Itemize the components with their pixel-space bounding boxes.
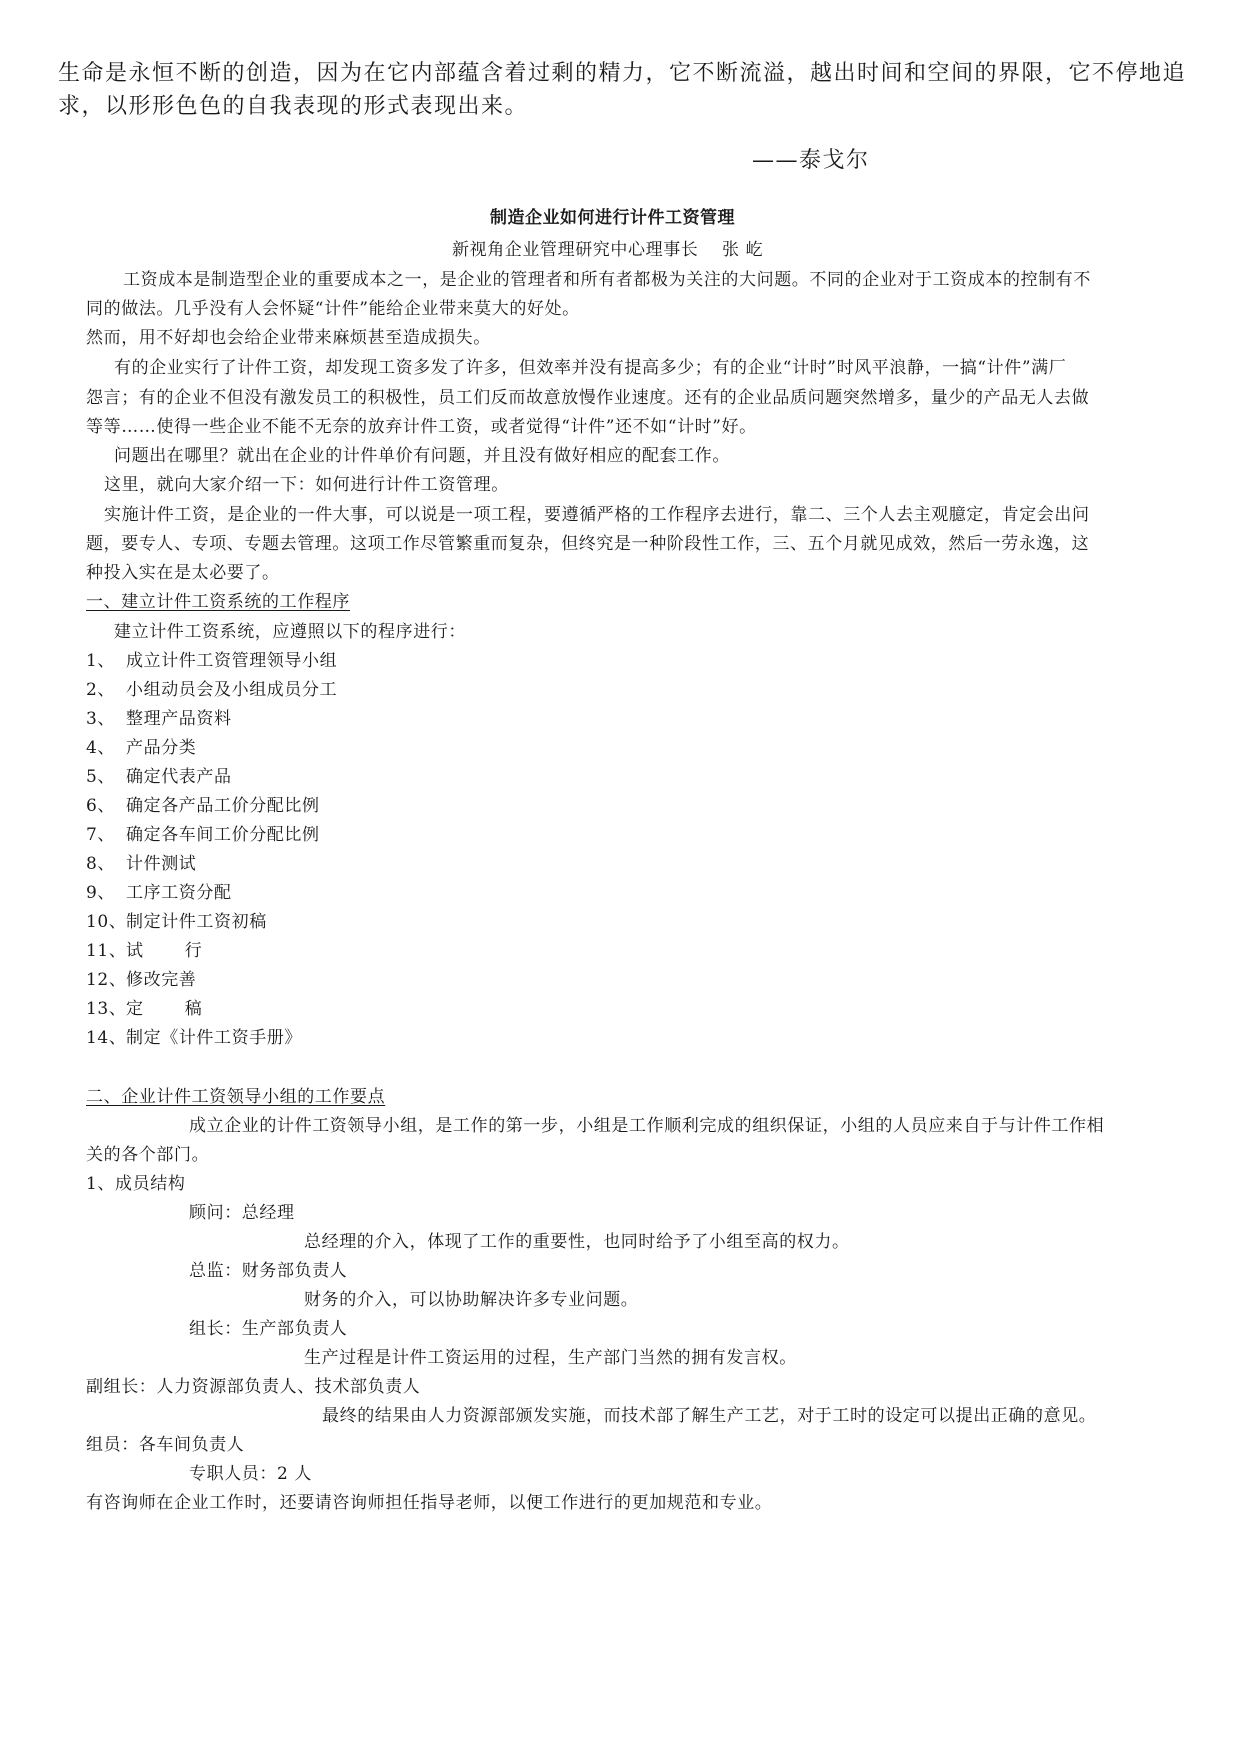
consultant-note: 有咨询师在企业工作时，还要请咨询师担任指导老师，以便工作进行的更加规范和专业。 bbox=[86, 1493, 773, 1513]
list-item bbox=[86, 1023, 302, 1048]
intro-p4: 问题出在哪里？就出在企业的计件单价有问题，并且没有做好相应的配套工作。 bbox=[114, 446, 730, 466]
list-item bbox=[86, 762, 232, 787]
member-structure-heading: 1、成员结构 bbox=[86, 1174, 186, 1194]
list-item-number: 11、 bbox=[86, 941, 127, 961]
intro-p6-line-2: 题，要专人、专项、专题去管理。这项工作尽管繁重而复杂，但终究是一种阶段性工作，三、五个月就见成效，然后一劳永逸，这 bbox=[86, 534, 1090, 554]
list-item bbox=[86, 646, 337, 671]
list-item-text: 定 稿 bbox=[126, 999, 203, 1019]
list-item-text: 制定《计件工资手册》 bbox=[126, 1028, 302, 1048]
list-item-text: 确定各车间工价分配比例 bbox=[126, 825, 320, 845]
epigraph-line-2: 求，以形形色色的自我表现的形式表现出来。 bbox=[58, 94, 529, 119]
list-item-text: 整理产品资料 bbox=[126, 709, 232, 729]
list-item-text: 制定计件工资初稿 bbox=[126, 912, 267, 932]
list-item bbox=[86, 849, 196, 874]
list-item-number: 3、 bbox=[86, 709, 116, 729]
epigraph-attribution: ——泰戈尔 bbox=[752, 148, 870, 173]
list-item bbox=[86, 878, 232, 903]
list-item bbox=[86, 936, 202, 961]
article-title: 制造企业如何进行计件工资管理 bbox=[490, 208, 735, 228]
advisor-role: 顾问：总经理 bbox=[189, 1203, 295, 1223]
list-item-number: 9、 bbox=[86, 883, 116, 903]
members-role: 组员：各车间负责人 bbox=[86, 1435, 245, 1455]
list-item-text: 试 行 bbox=[126, 941, 203, 961]
intro-p6-line-1: 实施计件工资，是企业的一件大事，可以说是一项工程，要遵循严格的工作程序去进行，靠二、三个人去主观臆定，肯定会出问 bbox=[104, 505, 1090, 525]
list-item bbox=[86, 733, 196, 758]
leader-note: 生产过程是计件工资运用的过程，生产部门当然的拥有发言权。 bbox=[304, 1348, 797, 1368]
list-item-text: 产品分类 bbox=[126, 738, 197, 758]
list-item-number: 12、 bbox=[86, 970, 127, 990]
section-1-lead: 建立计件工资系统，应遵照以下的程序进行： bbox=[114, 622, 466, 642]
list-item-number: 6、 bbox=[86, 796, 116, 816]
list-item bbox=[86, 791, 320, 816]
advisor-note: 总经理的介入，体现了工作的重要性，也同时给予了小组至高的权力。 bbox=[304, 1232, 850, 1252]
list-item-number: 14、 bbox=[86, 1028, 127, 1048]
deputy-note: 最终的结果由人力资源部颁发实施，而技术部了解生产工艺，对于工时的设定可以提出正确的意见。 bbox=[322, 1406, 1097, 1426]
intro-p5: 这里，就向大家介绍一下：如何进行计件工资管理。 bbox=[104, 475, 509, 495]
list-item-text: 计件测试 bbox=[126, 854, 197, 874]
list-item-text: 小组动员会及小组成员分工 bbox=[126, 680, 338, 700]
section-1-heading: 一、建立计件工资系统的工作程序 bbox=[86, 592, 350, 612]
section-2-p1-line-1: 成立企业的计件工资领导小组，是工作的第一步，小组是工作顺利完成的组织保证，小组的人员应来自于与计件工作相 bbox=[189, 1116, 1105, 1136]
article-byline: 新视角企业管理研究中心理事长 张 屹 bbox=[452, 240, 764, 260]
list-item bbox=[86, 994, 202, 1019]
list-item bbox=[86, 820, 320, 845]
epigraph-line-1: 生命是永恒不断的创造，因为在它内部蕴含着过剩的精力，它不断流溢，越出时间和空间的界限，它不停地追 bbox=[58, 61, 1187, 86]
list-item-text: 修改完善 bbox=[126, 970, 197, 990]
list-item-number: 10、 bbox=[86, 912, 127, 932]
intro-p3-line-3: 等等……使得一些企业不能不无奈的放弃计件工资，或者觉得“计件”还不如“计时”好。 bbox=[86, 417, 757, 437]
list-item-number: 7、 bbox=[86, 825, 116, 845]
list-item bbox=[86, 965, 196, 990]
intro-p3-line-2: 怨言；有的企业不但没有激发员工的积极性，员工们反而故意放慢作业速度。还有的企业品质问题突然增多，量少的产品无人去做 bbox=[86, 388, 1090, 408]
staff-count: 专职人员：2 人 bbox=[189, 1464, 313, 1484]
list-item bbox=[86, 704, 232, 729]
list-item-number: 13、 bbox=[86, 999, 127, 1019]
list-item-text: 工序工资分配 bbox=[126, 883, 232, 903]
intro-p6-line-3: 种投入实在是太必要了。 bbox=[86, 563, 280, 583]
list-item-number: 8、 bbox=[86, 854, 116, 874]
list-item-number: 5、 bbox=[86, 767, 116, 787]
list-item bbox=[86, 907, 267, 932]
list-item-text: 成立计件工资管理领导小组 bbox=[126, 651, 338, 671]
intro-p1-line-2: 同的做法。几乎没有人会怀疑“计件”能给企业带来莫大的好处。 bbox=[86, 299, 580, 319]
section-2-p1-line-2: 关的各个部门。 bbox=[86, 1145, 210, 1165]
list-item-text: 确定代表产品 bbox=[126, 767, 232, 787]
deputy-role: 副组长：人力资源部负责人、技术部负责人 bbox=[86, 1377, 421, 1397]
director-note: 财务的介入，可以协助解决许多专业问题。 bbox=[304, 1290, 639, 1310]
leader-role: 组长：生产部负责人 bbox=[189, 1319, 348, 1339]
list-item-text: 确定各产品工价分配比例 bbox=[126, 796, 320, 816]
director-role: 总监：财务部负责人 bbox=[189, 1261, 348, 1281]
list-item-number: 2、 bbox=[86, 680, 116, 700]
list-item bbox=[86, 675, 337, 700]
intro-p2: 然而，用不好却也会给企业带来麻烦甚至造成损失。 bbox=[86, 328, 491, 348]
section-2-heading: 二、企业计件工资领导小组的工作要点 bbox=[86, 1087, 386, 1107]
list-item-number: 4、 bbox=[86, 738, 116, 758]
list-item-number: 1、 bbox=[86, 651, 116, 671]
intro-p1-line-1: 工资成本是制造型企业的重要成本之一，是企业的管理者和所有者都极为关注的大问题。不同的企业对于工资成本的控制有不 bbox=[123, 270, 1091, 290]
intro-p3-line-1: 有的企业实行了计件工资，却发现工资多发了许多，但效率并没有提高多少；有的企业“计时”时风平浪静，一搞“计件”满厂 bbox=[114, 358, 1067, 378]
